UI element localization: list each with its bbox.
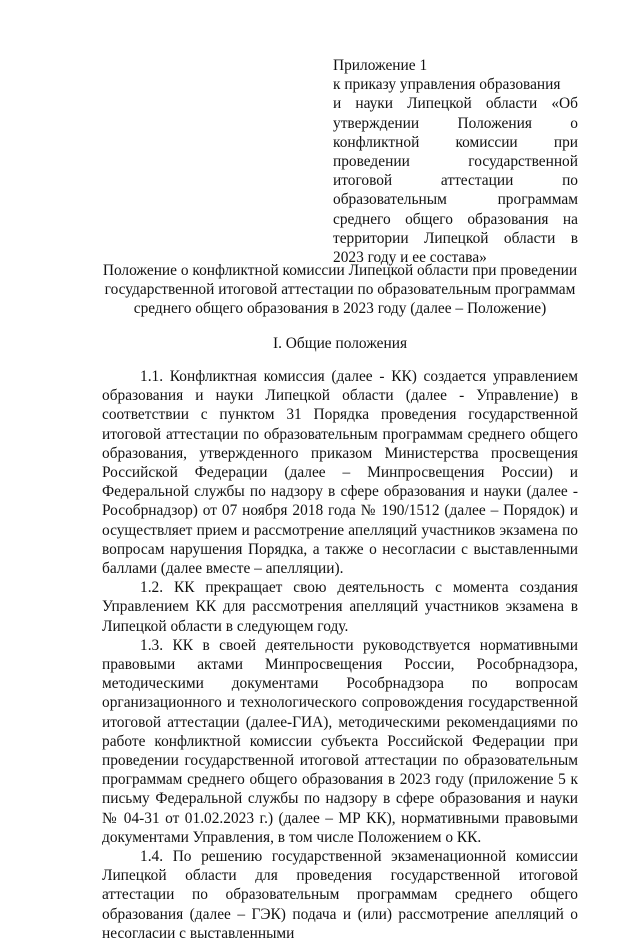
appendix-line-1: Приложение 1 [333,57,428,74]
paragraph-1-2: 1.2. КК прекращает свою деятельность с момента создания Управлением КК для рассмотрения апелляций участников экзамена в Липецкой области в следующем году. [102,579,578,635]
section-title: I. Общие положения [272,335,408,352]
appendix-line-2: к приказу управления образования [333,76,561,94]
appendix-block [333,56,578,267]
document-title: Положение о конфликтной комиссии Липецкой области при проведении государственной итоговой аттестации по образовательным программам среднего общего образования в 2023 году (далее – Положение) [102,262,578,318]
paragraph-1-4: 1.4. По решению государственной экзаменационной комиссии Липецкой области для проведения государственной итоговой аттестации по образовательным программам среднего общего образования (далее – ГЭК) подача и (или) рассмотрение апелляций о несогласии с выставленными [102,848,578,942]
appendix-line-3: и науки Липецкой области «Об утверждении Положения о конфликтной комиссии при проведении государственной итоговой аттестации по образовательным программам среднего общего образования на территории Липецкой области в 2023 году и ее состава» [333,95,578,267]
document-body [102,367,578,943]
paragraph-1-1: 1.1. Конфликтная комиссия (далее - КК) создается управлением образования и науки Липецкой области (далее - Управление) в соответствии с пунктом 31 Порядка проведения государственной итоговой аттестации по образовательным программам среднего общего образования, утвержденного приказом Министерства просвещения Российской Федерации (далее – Минпросвещения России) и Федеральной службы по надзору в сфере образования и науки (далее - Рособрнадзор) от 07 ноября 2018 года № 190/1512 (далее – Порядок) и осуществляет прием и рассмотрение апелляций участников экзамена по вопросам нарушения Порядка, а также о несогласии с выставленными баллами (далее вместе – апелляции). [102,368,578,578]
paragraph-1-3: 1.3. КК в своей деятельности руководствуется нормативными правовыми актами Минпросвещения России, Рособрнадзора, методическими документами Рособрнадзора по вопросам организационного и технологического сопровождения государственной итоговой аттестации (далее-ГИА), методическими рекомендациями по работе конфликтной комиссии субъекта Российской Федерации при проведении государственной итоговой аттестации по образовательным программам среднего общего образования в 2023 году (приложение 5 к письму Федеральной службы по надзору в сфере образования и науки № 04-31 от 01.02.2023 г.) (далее – МР КК), нормативными правовыми документами Управления, в том числе Положением о КК. [102,636,578,846]
